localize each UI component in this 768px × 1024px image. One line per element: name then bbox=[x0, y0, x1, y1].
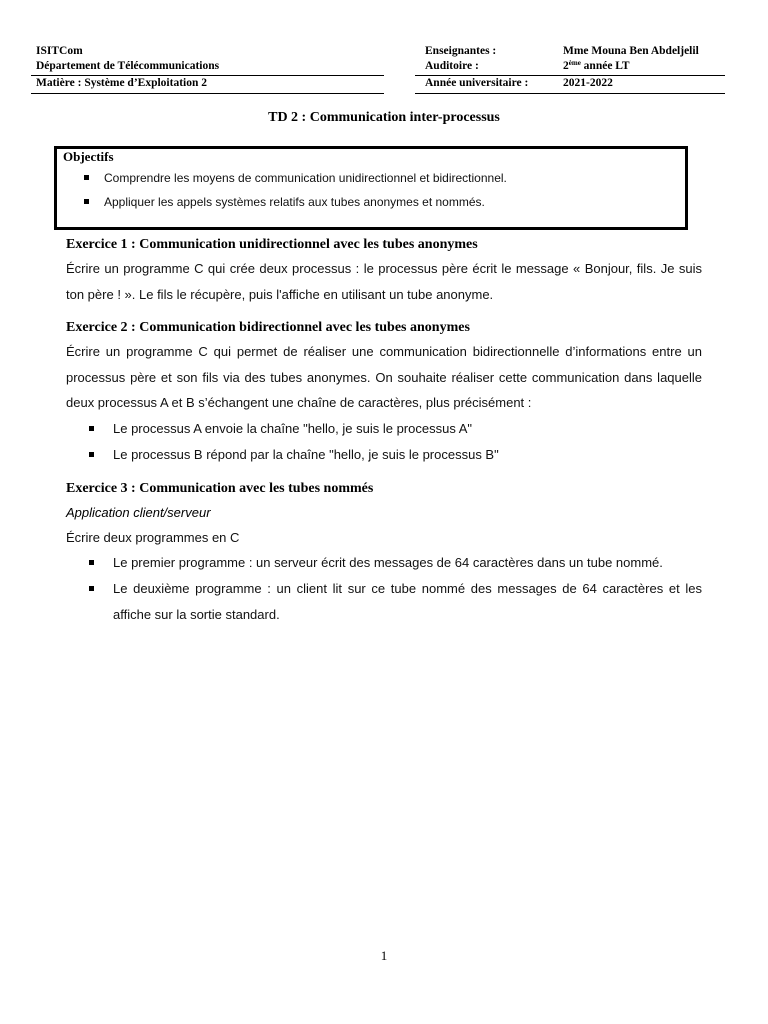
school-name: ISITCom bbox=[36, 45, 83, 57]
subject-name: Matière : Système d’Exploitation 2 bbox=[36, 77, 207, 89]
bullet-icon bbox=[89, 452, 94, 457]
teachers-label: Enseignantes : bbox=[425, 45, 497, 57]
objectives-heading: Objectifs bbox=[63, 149, 114, 164]
bullet-icon bbox=[84, 199, 89, 204]
year-label: Année universitaire : bbox=[425, 77, 529, 89]
bullet-icon bbox=[89, 426, 94, 431]
exercise-1-text: Écrire un programme C qui crée deux processus : le processus père écrit le message « Bonjour, fils. Je suis ton père ! ». Le fils le récupère, puis l'affiche en utilisant un tube anonyme. bbox=[66, 261, 702, 302]
header-table bbox=[31, 43, 725, 93]
exercise-2-text: Écrire un programme C qui permet de réaliser une communication bidirectionnelle d’informations entre un processus père et son fils via des tubes anonymes. On souhaite réaliser cette communication dans laquelle deux processus A et B s’échangent une chaîne de caractères, plus précisément : bbox=[66, 344, 702, 410]
bullet-icon bbox=[84, 175, 89, 180]
exercise-2-list bbox=[66, 416, 702, 468]
bullet-icon bbox=[89, 560, 94, 565]
divider-line bbox=[415, 93, 725, 94]
teacher-name: Mme Mouna Ben Abdeljelil bbox=[563, 45, 699, 57]
exercise-3-subtitle: Application client/serveur bbox=[66, 504, 211, 520]
year-value: 2021-2022 bbox=[563, 77, 613, 89]
objectives-box bbox=[54, 146, 688, 230]
objective-item: Appliquer les appels systèmes relatifs aux tubes anonymes et nommés. bbox=[84, 195, 485, 209]
auditorium-label: Auditoire : bbox=[425, 60, 479, 72]
exercise-1-heading: Exercice 1 : Communication unidirectionnel avec les tubes anonymes bbox=[66, 237, 478, 252]
list-item: Le premier programme : un serveur écrit des messages de 64 caractères dans un tube nommé. bbox=[66, 550, 702, 576]
exercises-content bbox=[66, 234, 702, 628]
class-name: 2ème année LT bbox=[563, 59, 630, 72]
page-number: 1 bbox=[380, 948, 388, 963]
divider-line bbox=[31, 93, 384, 94]
bullet-icon bbox=[89, 586, 94, 591]
list-item: Le processus B répond par la chaîne "hello, je suis le processus B" bbox=[66, 442, 702, 468]
department-name: Département de Télécommunications bbox=[36, 60, 220, 72]
exercise-3-list bbox=[66, 550, 702, 628]
objective-item: Comprendre les moyens de communication unidirectionnel et bidirectionnel. bbox=[84, 171, 507, 185]
exercise-3-heading: Exercice 3 : Communication avec les tubes nommés bbox=[66, 480, 374, 496]
document-title: TD 2 : Communication inter-processus bbox=[268, 110, 500, 125]
list-item: Le processus A envoie la chaîne "hello, je suis le processus A" bbox=[66, 416, 702, 442]
exercise-3-text: Écrire deux programmes en C bbox=[66, 529, 240, 545]
exercise-2-heading: Exercice 2 : Communication bidirectionnel avec les tubes anonymes bbox=[66, 320, 470, 335]
list-item: Le deuxième programme : un client lit sur ce tube nommé des messages de 64 caractères et les affiche sur la sortie standard. bbox=[66, 576, 702, 628]
